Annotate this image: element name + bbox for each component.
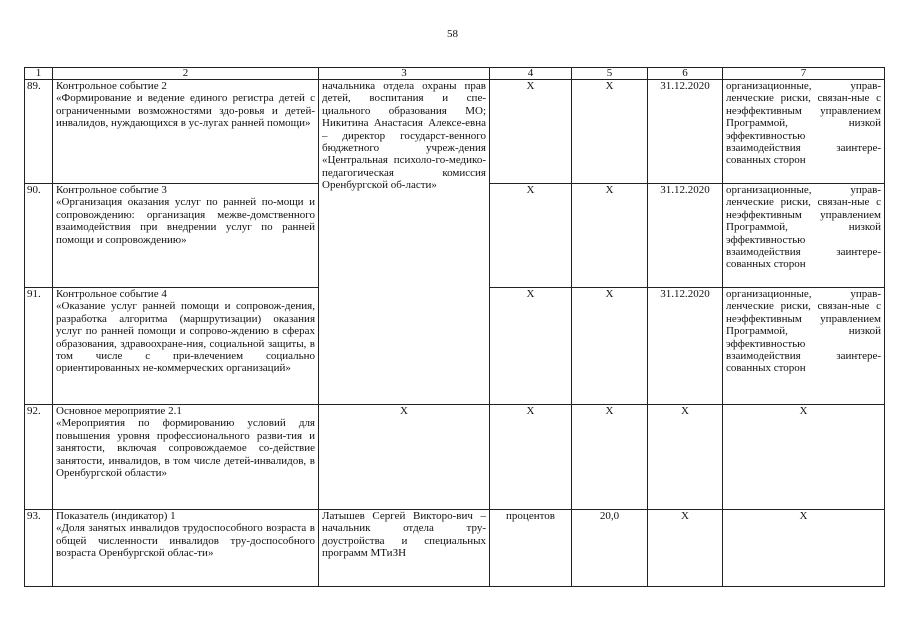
value-cell: 20,0 — [572, 510, 648, 587]
row-title: Контрольное событие 2 — [56, 80, 167, 92]
row-description-cell — [53, 80, 319, 184]
header-cell-2: 2 — [53, 68, 319, 80]
date-cell: 31.12.2020 — [648, 184, 723, 288]
table-row — [25, 80, 885, 184]
header-cell-3: 3 — [319, 68, 490, 80]
header-cell-4: 4 — [490, 68, 572, 80]
row-description: «Организация оказания услуг по ранней по-мощи и сопровождению: организация межве-домственного взаимодействия при внедрении услуг по ранней помощи и сопровождению» — [56, 196, 315, 246]
row-description: «Формирование и ведение единого регистра детей с ограниченными возможностями здо-ровья и детей-инвалидов, нуждающихся в ус-лугах ранней помощи» — [56, 92, 315, 130]
document-table — [24, 67, 885, 587]
row-description: «Мероприятия по формированию условий для повышения уровня профессионального разви-тия и занятости, включая сопровождаемое со-действие занятости, инвалидов, в том числе детей-инвалидов, в Оренбургской области» — [56, 417, 315, 480]
col4-cell: X — [490, 405, 572, 510]
header-row — [25, 68, 885, 80]
col5-cell: X — [572, 80, 648, 184]
risks-cell: организационные, управ-ленческие риски, связан-ные с неэффективным управлением Программой, низкой эффективностью взаимодействия заинтере-сованных сторон — [723, 288, 885, 405]
row-title: Показатель (индикатор) 1 — [56, 510, 176, 522]
row-title: Контрольное событие 4 — [56, 288, 167, 300]
row-number: 91. — [25, 288, 53, 405]
date-cell: 31.12.2020 — [648, 288, 723, 405]
row-title: Основное мероприятие 2.1 — [56, 405, 182, 417]
header-cell-7: 7 — [723, 68, 885, 80]
col7-cell: X — [723, 510, 885, 587]
row-number: 90. — [25, 184, 53, 288]
row-description: «Доля занятых инвалидов трудоспособного возраста в общей численности инвалидов тру-доспособного возраста Оренбургской облас-ти» — [56, 522, 315, 560]
page-number: 58 — [447, 28, 458, 40]
col4-cell: X — [490, 80, 572, 184]
table-row — [25, 405, 885, 510]
col5-cell: X — [572, 184, 648, 288]
row-description-cell — [53, 184, 319, 288]
date-cell: 31.12.2020 — [648, 80, 723, 184]
row-description: «Оказание услуг ранней помощи и сопровож-дения, разработка алгоритма (маршрутизации) оказания услуг по ранней помощи и сопрово-ждению в сферах образования, здравоохране-ния, социальной защиты, в том числе с при-влечением социально ориентированных не-коммерческих организаций» — [56, 300, 315, 375]
header-cell-5: 5 — [572, 68, 648, 80]
responsible-cell-merged: начальника отдела охраны прав детей, воспитания и спе-циального образования МО; Никитина Анастасия Алексе-евна – директор государст-венного бюджетного учреж-дения «Центральная психоло-го-медико-педагогическая комиссия Оренбургской об-ласти» — [319, 80, 490, 405]
row-title: Контрольное событие 3 — [56, 184, 167, 196]
risks-cell: организационные, управ-ленческие риски, связан-ные с неэффективным управлением Программой, низкой эффективностью взаимодействия заинтере-сованных сторон — [723, 184, 885, 288]
col4-cell: X — [490, 288, 572, 405]
col7-cell: X — [723, 405, 885, 510]
unit-cell: процентов — [490, 510, 572, 587]
col5-cell: X — [572, 405, 648, 510]
row-number: 93. — [25, 510, 53, 587]
responsible-cell: X — [319, 405, 490, 510]
row-description-cell — [53, 288, 319, 405]
row-number: 89. — [25, 80, 53, 184]
col5-cell: X — [572, 288, 648, 405]
row-description-cell — [53, 510, 319, 587]
header-cell-1: 1 — [25, 68, 53, 80]
responsible-cell: Латышев Сергей Викторо-вич – начальник отдела тру-доустройства и специальных программ МТиЗН — [319, 510, 490, 587]
col4-cell: X — [490, 184, 572, 288]
col6-cell: X — [648, 510, 723, 587]
row-number: 92. — [25, 405, 53, 510]
col6-cell: X — [648, 405, 723, 510]
header-cell-6: 6 — [648, 68, 723, 80]
row-description-cell — [53, 405, 319, 510]
risks-cell: организационные, управ-ленческие риски, связан-ные с неэффективным управлением Программой, низкой эффективностью взаимодействия заинтере-сованных сторон — [723, 80, 885, 184]
table-row — [25, 510, 885, 587]
